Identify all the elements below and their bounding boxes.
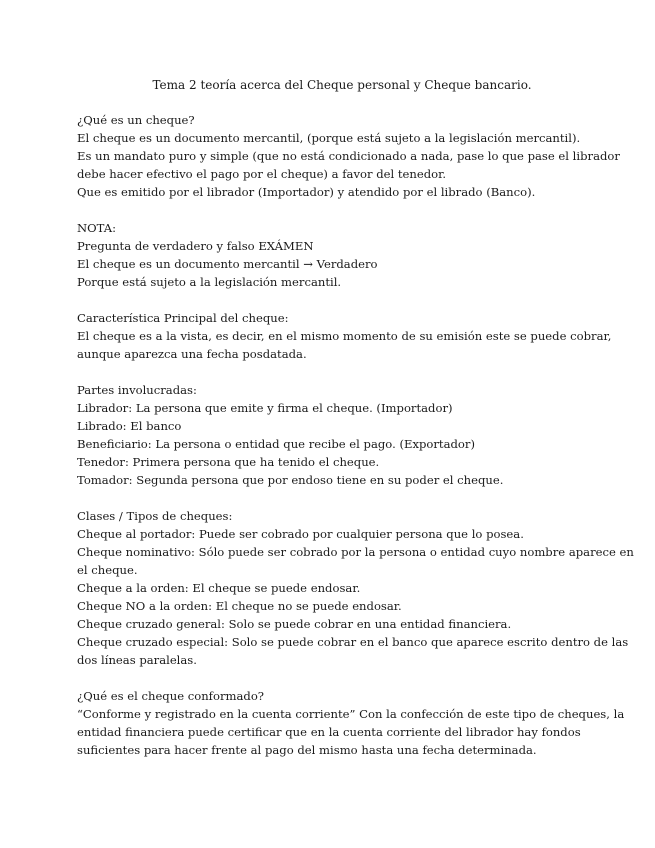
section-heading: Partes involucradas:: [77, 383, 197, 397]
text-line: “Conforme y registrado en la cuenta corriente” Con la confección de este tipo de cheques, la: [77, 707, 625, 721]
text-line: Cheque nominativo: Sólo puede ser cobrado por la persona o entidad cuyo nombre aparece en: [77, 545, 634, 559]
text-line: aunque aparezca una fecha posdatada.: [77, 347, 307, 361]
text-line: El cheque es a la vista, es decir, en el mismo momento de su emisión este se puede cobrar,: [77, 329, 612, 343]
text-line: Librador: La persona que emite y firma el cheque. (Importador): [77, 401, 453, 415]
section-heading: Característica Principal del cheque:: [77, 311, 289, 325]
text-line: Librado: El banco: [77, 419, 182, 433]
text-line: Cheque cruzado general: Solo se puede cobrar en una entidad financiera.: [77, 617, 512, 631]
text-line: Cheque cruzado especial: Solo se puede cobrar en el banco que aparece escrito dentro de las: [77, 635, 629, 649]
document-title: Tema 2 teoría acerca del Cheque personal y Cheque bancario.: [152, 78, 532, 92]
text-line: Cheque al portador: Puede ser cobrado por cualquier persona que lo posea.: [77, 527, 524, 541]
section-caracteristica: [77, 309, 612, 363]
section-que-es-cheque: [77, 111, 620, 201]
section-nota: [77, 219, 595, 291]
text-line: suficientes para hacer frente al pago del mismo hasta una fecha determinada.: [77, 743, 537, 757]
text-line: Cheque NO a la orden: El cheque no se puede endosar.: [77, 599, 402, 613]
text-line: Tenedor: Primera persona que ha tenido el cheque.: [77, 455, 380, 469]
section-heading: NOTA:: [77, 221, 117, 235]
section-conformado: [77, 687, 625, 759]
section-heading: Clases / Tipos de cheques:: [77, 509, 233, 523]
section-heading: ¿Qué es el cheque conformado?: [77, 689, 265, 703]
text-line: Es un mandato puro y simple (que no está condicionado a nada, pase lo que pase el librador: [77, 149, 620, 163]
text-line: El cheque es un documento mercantil → Verdadero: [77, 257, 378, 271]
text-line: entidad financiera puede certificar que en la cuenta corriente del librador hay fondos: [77, 725, 581, 739]
text-line: debe hacer efectivo el pago por el cheque) a favor del tenedor.: [77, 167, 447, 181]
section-heading: ¿Qué es un cheque?: [77, 113, 195, 127]
text-line: Beneficiario: La persona o entidad que recibe el pago. (Exportador): [77, 437, 475, 451]
text-line: el cheque.: [77, 563, 138, 577]
section-clases: [77, 507, 634, 669]
text-line: Cheque a la orden: El cheque se puede endosar.: [77, 581, 361, 595]
text-line: Que es emitido por el librador (Importador) y atendido por el librado (Banco).: [77, 185, 536, 199]
text-line: Porque está sujeto a la legislación mercantil.: [77, 275, 342, 289]
text-line: Pregunta de verdadero y falso EXÁMEN: [77, 239, 314, 253]
section-partes: [77, 381, 595, 489]
text-line: dos líneas paralelas.: [77, 653, 197, 667]
text-line: Tomador: Segunda persona que por endoso tiene en su poder el cheque.: [77, 473, 504, 487]
text-line: El cheque es un documento mercantil, (porque está sujeto a la legislación mercantil).: [77, 131, 581, 145]
